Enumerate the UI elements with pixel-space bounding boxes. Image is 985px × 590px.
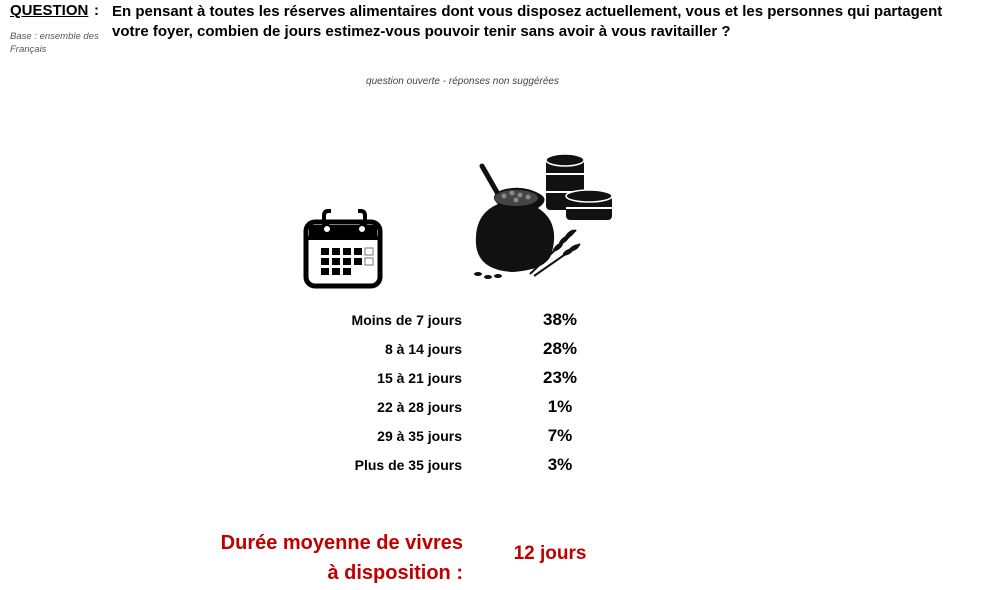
result-label: 29 à 35 jours — [377, 428, 462, 444]
result-label: 22 à 28 jours — [377, 399, 462, 415]
result-value: 7% — [547, 426, 573, 445]
question-text: En pensant à toutes les réserves alimentaires dont vous disposez actuellement, vous et les personnes qui partagent votre foyer, combien de jours estimez-vous pouvoir tenir sans avoir à vous ravitailler ? — [112, 3, 943, 40]
result-label: 8 à 14 jours — [384, 341, 462, 357]
result-value: 3% — [547, 455, 573, 474]
food-reserves-icon — [468, 152, 616, 282]
result-row — [250, 339, 650, 363]
average-duration-label: Durée moyenne de vivres à disposition : — [220, 532, 463, 584]
calendar-icon — [303, 208, 387, 290]
question-colon: : — [94, 2, 99, 19]
result-label: Plus de 35 jours — [354, 457, 462, 473]
result-row — [250, 310, 650, 334]
average-duration-value: 12 jours — [513, 543, 587, 564]
result-value: 28% — [542, 339, 578, 358]
result-value: 38% — [542, 310, 578, 329]
result-value: 1% — [547, 397, 573, 416]
result-row — [250, 426, 650, 450]
result-row — [250, 397, 650, 421]
result-row — [250, 455, 650, 479]
question-label: QUESTION — [10, 2, 89, 19]
result-value: 23% — [542, 368, 578, 387]
result-label: 15 à 21 jours — [377, 370, 462, 386]
result-label: Moins de 7 jours — [351, 312, 462, 328]
question-type-note: question ouverte - réponses non suggérées — [366, 76, 559, 87]
base-note: Base : ensemble des Français — [10, 31, 99, 55]
result-row — [250, 368, 650, 392]
